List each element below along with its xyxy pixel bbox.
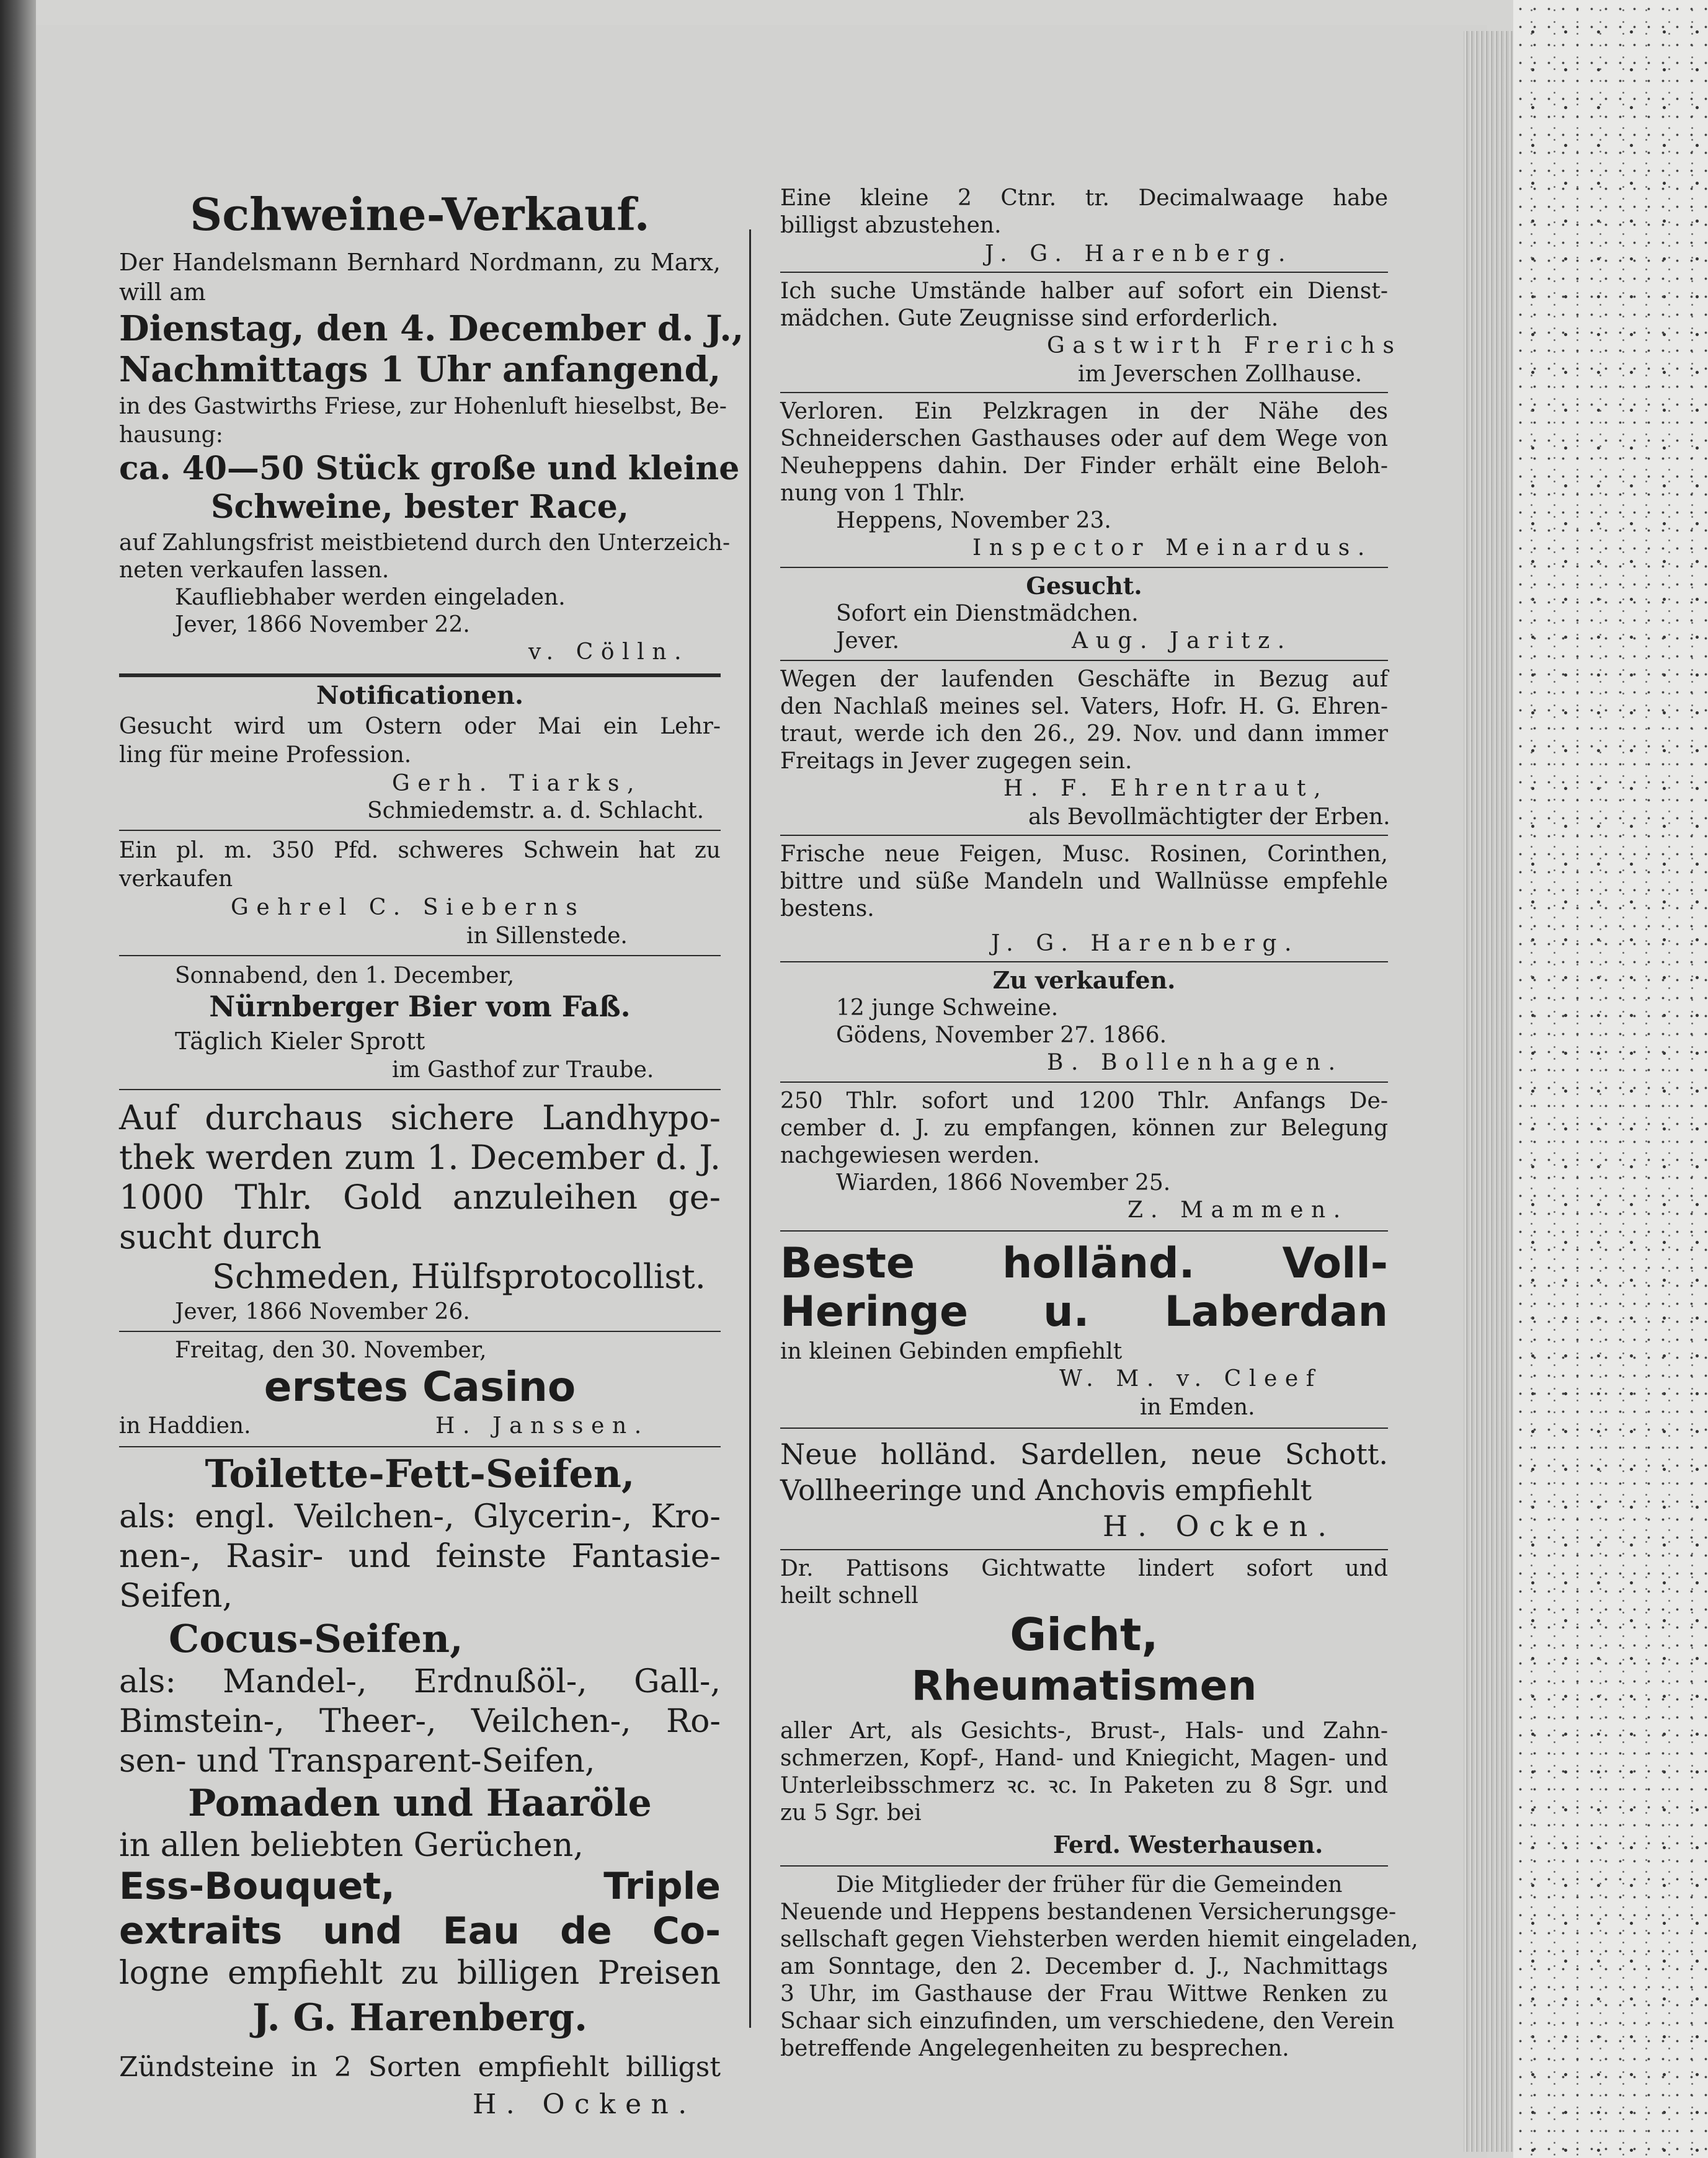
ad-text-large: als: engl. Veilchen-, Glycerin-, Kro- bbox=[119, 1498, 721, 1535]
ad-text: nachgewiesen werden. bbox=[780, 1143, 1040, 1168]
ad-signature: Z. Mammen. bbox=[1128, 1197, 1348, 1223]
ad-signature: Gerh. Tiarks, bbox=[392, 771, 643, 796]
ad-rule bbox=[119, 1331, 721, 1332]
ad-rule bbox=[119, 830, 721, 831]
right-column bbox=[780, 25, 1418, 2158]
section-title: Gesucht. bbox=[1026, 572, 1142, 600]
ad-headline: thek werden zum 1. December d. J. bbox=[119, 1138, 721, 1177]
ad-title: Cocus-Seifen, bbox=[169, 1616, 463, 1661]
ad-headline: ca. 40—50 Stück große und kleine bbox=[119, 450, 740, 487]
ad-rule bbox=[780, 961, 1388, 962]
scan-binding-shadow bbox=[0, 0, 36, 2158]
ad-text: auf Zahlungsfrist meistbietend durch den Unterzeich- bbox=[119, 530, 731, 556]
ad-headline: logne empfiehlt zu billigen Preisen bbox=[119, 1955, 721, 1992]
ad-text: 3 Uhr, im Gasthause der Frau Wittwe Renken zu bbox=[780, 1981, 1388, 2007]
ad-text: Die Mitglieder der früher für die Gemeinden bbox=[836, 1872, 1343, 1898]
ad-text: am Sonntage, den 2. December d. J., Nachmittags bbox=[780, 1954, 1388, 1979]
ad-headline: 1000 Thlr. Gold anzuleihen ge- bbox=[119, 1178, 721, 1217]
ad-text: Schneiderschen Gasthauses oder auf dem Wege von bbox=[780, 426, 1388, 451]
ad-headline: Nürnberger Bier vom Faß. bbox=[209, 990, 631, 1023]
ad-text: Unterleibsschmerz ꝛc. ꝛc. In Paketen zu 8 Sgr. und bbox=[780, 1773, 1388, 1798]
ad-signature: Aug. Jaritz. bbox=[1072, 628, 1292, 654]
ad-text: zu 5 Sgr. bei bbox=[780, 1800, 922, 1826]
ad-text-large: sen- und Transparent-Seifen, bbox=[119, 1743, 595, 1780]
ad-place: Jever. bbox=[836, 628, 900, 654]
left-column bbox=[119, 25, 744, 2158]
ad-place: in Haddien. bbox=[119, 1413, 251, 1439]
ad-headline: Schmeden, Hülfsprotocollist. bbox=[212, 1257, 706, 1296]
ad-signature: Gastwirth Frerichs bbox=[1047, 333, 1402, 358]
ad-rule bbox=[119, 955, 721, 956]
ad-signature-line: als Bevollmächtigter der Erben. bbox=[1028, 804, 1390, 830]
ad-headline: extraits und Eau de Co- bbox=[119, 1909, 721, 1953]
ad-signature: H. Janssen. bbox=[435, 1413, 649, 1439]
ad-rule bbox=[780, 1865, 1388, 1867]
ad-title: Schweine-Verkauf. bbox=[190, 188, 650, 241]
page-edge-stack bbox=[1464, 31, 1513, 2152]
ad-text: Sonnabend, den 1. December, bbox=[175, 963, 515, 988]
ad-headline: Dienstag, den 4. December d. J., bbox=[119, 308, 744, 349]
ad-text: Dr. Pattisons Gichtwatte lindert sofort und bbox=[780, 1556, 1388, 1581]
ad-text: den Nachlaß meines sel. Vaters, Hofr. H. G. Ehren- bbox=[780, 694, 1388, 719]
section-title: Zu verkaufen. bbox=[992, 966, 1176, 994]
ad-signature: B. Bollenhagen. bbox=[1047, 1050, 1343, 1075]
ad-text: Schaar sich einzufinden, um verschiedene, den Verein bbox=[780, 2009, 1395, 2034]
ad-signature-line: in Sillenstede. bbox=[466, 923, 628, 949]
ad-text: mädchen. Gute Zeugnisse sind erforderlich. bbox=[780, 306, 1279, 331]
ad-text: Täglich Kieler Sprott bbox=[175, 1028, 425, 1055]
ad-text: im Gasthof zur Traube. bbox=[392, 1057, 654, 1083]
ad-headline: Gicht, bbox=[1010, 1609, 1159, 1661]
ad-text: bestens. bbox=[780, 896, 874, 921]
speckled-book-edge bbox=[1513, 0, 1708, 2158]
newspaper-page bbox=[36, 25, 1487, 2158]
ad-text: will am bbox=[119, 278, 206, 306]
ad-rule bbox=[780, 392, 1388, 393]
ad-title: Pomaden und Haaröle bbox=[188, 1782, 652, 1825]
ad-text: Neuheppens dahin. Der Finder erhält eine Beloh- bbox=[780, 453, 1388, 479]
ad-text: betreffende Angelegenheiten zu besprechen. bbox=[780, 2036, 1289, 2061]
ad-text: Freitag, den 30. November, bbox=[175, 1338, 487, 1363]
ad-signature-line: im Jeverschen Zollhause. bbox=[1078, 362, 1363, 387]
ad-title: Toilette-Fett-Seifen, bbox=[205, 1451, 635, 1496]
ad-rule bbox=[119, 1089, 721, 1090]
ad-rule bbox=[780, 272, 1388, 273]
ad-text: heilt schnell bbox=[780, 1583, 918, 1609]
ad-text-large: nen-, Rasir- und feinste Fantasie- bbox=[119, 1538, 721, 1575]
ad-signature: J. G. Harenberg. bbox=[985, 241, 1294, 267]
ad-headline: Heringe u. Laberdan bbox=[780, 1287, 1388, 1336]
section-rule bbox=[119, 673, 721, 677]
column-divider bbox=[749, 229, 751, 2028]
ad-text: Gesucht wird um Ostern oder Mai ein Lehr- bbox=[119, 714, 721, 739]
ad-headline: Nachmittags 1 Uhr anfangend, bbox=[119, 349, 721, 390]
ad-rule bbox=[780, 1428, 1388, 1429]
ad-text: 12 junge Schweine. bbox=[836, 995, 1059, 1021]
ad-signature: v. Cölln. bbox=[528, 639, 690, 665]
ad-text: ling für meine Profession. bbox=[119, 742, 412, 768]
ad-text-large: in allen beliebten Gerüchen, bbox=[119, 1827, 584, 1864]
ad-date: Jever, 1866 November 26. bbox=[175, 1299, 470, 1325]
ad-text: billigst abzustehen. bbox=[780, 213, 1002, 238]
ad-rule bbox=[780, 1081, 1388, 1083]
ad-headline: Ess-Bouquet, Triple bbox=[119, 1865, 721, 1908]
ad-text: verkaufen bbox=[119, 866, 233, 892]
ad-text-large: Neue holländ. Sardellen, neue Schott. bbox=[780, 1437, 1388, 1471]
ad-rule bbox=[780, 1230, 1388, 1232]
ad-signature: H. Ocken. bbox=[473, 2089, 696, 2120]
ad-text-large: Vollheeringe und Anchovis empfiehlt bbox=[780, 1473, 1312, 1507]
ad-text: Neuende und Heppens bestandenen Versicherungsge- bbox=[780, 1899, 1397, 1925]
ad-text: traut, werde ich den 26., 29. Nov. und dann immer bbox=[780, 721, 1388, 747]
ad-text: aller Art, als Gesichts-, Brust-, Hals- und Zahn- bbox=[780, 1718, 1388, 1744]
ad-text: in des Gastwirths Friese, zur Hohenluft hieselbst, Be- bbox=[119, 394, 727, 419]
ad-text: Eine kleine 2 Ctnr. tr. Decimalwaage habe bbox=[780, 185, 1388, 211]
ad-signature: J. G. Harenberg. bbox=[252, 1996, 587, 2040]
ad-signature: J. G. Harenberg. bbox=[991, 931, 1300, 956]
ad-text: Verloren. Ein Pelzkragen in der Nähe des bbox=[780, 399, 1388, 424]
ad-text: neten verkaufen lassen. bbox=[119, 557, 389, 583]
ad-signature: H. F. Ehrentraut, bbox=[1003, 776, 1329, 801]
ad-text: Frische neue Feigen, Musc. Rosinen, Corinthen, bbox=[780, 841, 1388, 867]
ad-text-large: als: Mandel-, Erdnußöl-, Gall-, bbox=[119, 1663, 721, 1700]
ad-text: Der Handelsmann Bernhard Nordmann, zu Marx, bbox=[119, 249, 721, 276]
ad-date: Wiarden, 1866 November 25. bbox=[836, 1170, 1171, 1196]
ad-rule bbox=[780, 567, 1388, 568]
ad-headline: Beste holländ. Voll- bbox=[780, 1239, 1388, 1288]
ad-headline: Auf durchaus sichere Landhypo- bbox=[119, 1098, 721, 1137]
ad-text: in kleinen Gebinden empfiehlt bbox=[780, 1339, 1123, 1364]
ad-text: Freitags in Jever zugegen sein. bbox=[780, 748, 1132, 774]
ad-text: Ein pl. m. 350 Pfd. schweres Schwein hat zu bbox=[119, 838, 721, 863]
ad-signature: H. Ocken. bbox=[1103, 1509, 1337, 1543]
ad-text: hausung: bbox=[119, 422, 223, 448]
ad-text-large: Seifen, bbox=[119, 1578, 233, 1615]
ad-text: Sofort ein Dienstmädchen. bbox=[836, 601, 1139, 626]
ad-signature-line: Schmiedemstr. a. d. Schlacht. bbox=[367, 798, 705, 824]
ad-text: 250 Thlr. sofort und 1200 Thlr. Anfangs De- bbox=[780, 1088, 1388, 1114]
ad-date: Jever, 1866 November 22. bbox=[175, 612, 470, 637]
ad-rule bbox=[780, 835, 1388, 836]
ad-text: cember d. J. zu empfangen, können zur Belegung bbox=[780, 1116, 1388, 1141]
ad-date: Heppens, November 23. bbox=[836, 508, 1111, 533]
ad-signature: Ferd. Westerhausen. bbox=[1053, 1831, 1323, 1858]
ad-text: sellschaft gegen Viehsterben werden hiemit eingeladen, bbox=[780, 1927, 1418, 1952]
section-title: Notificationen. bbox=[316, 681, 524, 710]
ad-text-large: Bimstein-, Theer-, Veilchen-, Ro- bbox=[119, 1703, 721, 1740]
ad-text: Zündsteine in 2 Sorten empfiehlt billigst bbox=[119, 2051, 721, 2083]
ad-rule bbox=[780, 660, 1388, 661]
ad-headline: erstes Casino bbox=[264, 1363, 576, 1411]
ad-text: schmerzen, Kopf-, Hand- und Kniegicht, Magen- und bbox=[780, 1746, 1388, 1771]
ad-signature-line: in Emden. bbox=[1140, 1395, 1255, 1420]
ad-text: Wegen der laufenden Geschäfte in Bezug auf bbox=[780, 667, 1388, 692]
ad-text: Kaufliebhaber werden eingeladen. bbox=[175, 585, 566, 610]
ad-text: bittre und süße Mandeln und Wallnüsse empfehle bbox=[780, 869, 1388, 894]
ad-text: nung von 1 Thlr. bbox=[780, 481, 966, 506]
ad-headline: sucht durch bbox=[119, 1217, 322, 1256]
ad-signature: Inspector Meinardus. bbox=[972, 535, 1372, 561]
ad-rule bbox=[780, 1549, 1388, 1550]
ad-date: Gödens, November 27. 1866. bbox=[836, 1023, 1167, 1048]
ad-headline: Schweine, bester Race, bbox=[211, 488, 629, 526]
ad-text: Ich suche Umstände halber auf sofort ein Dienst- bbox=[780, 278, 1388, 304]
ad-headline: Rheumatismen bbox=[911, 1662, 1257, 1710]
ad-signature: Gehrel C. Sieberns bbox=[231, 895, 585, 920]
ad-rule bbox=[119, 1446, 721, 1447]
ad-signature: W. M. v. Cleef bbox=[1059, 1366, 1322, 1392]
